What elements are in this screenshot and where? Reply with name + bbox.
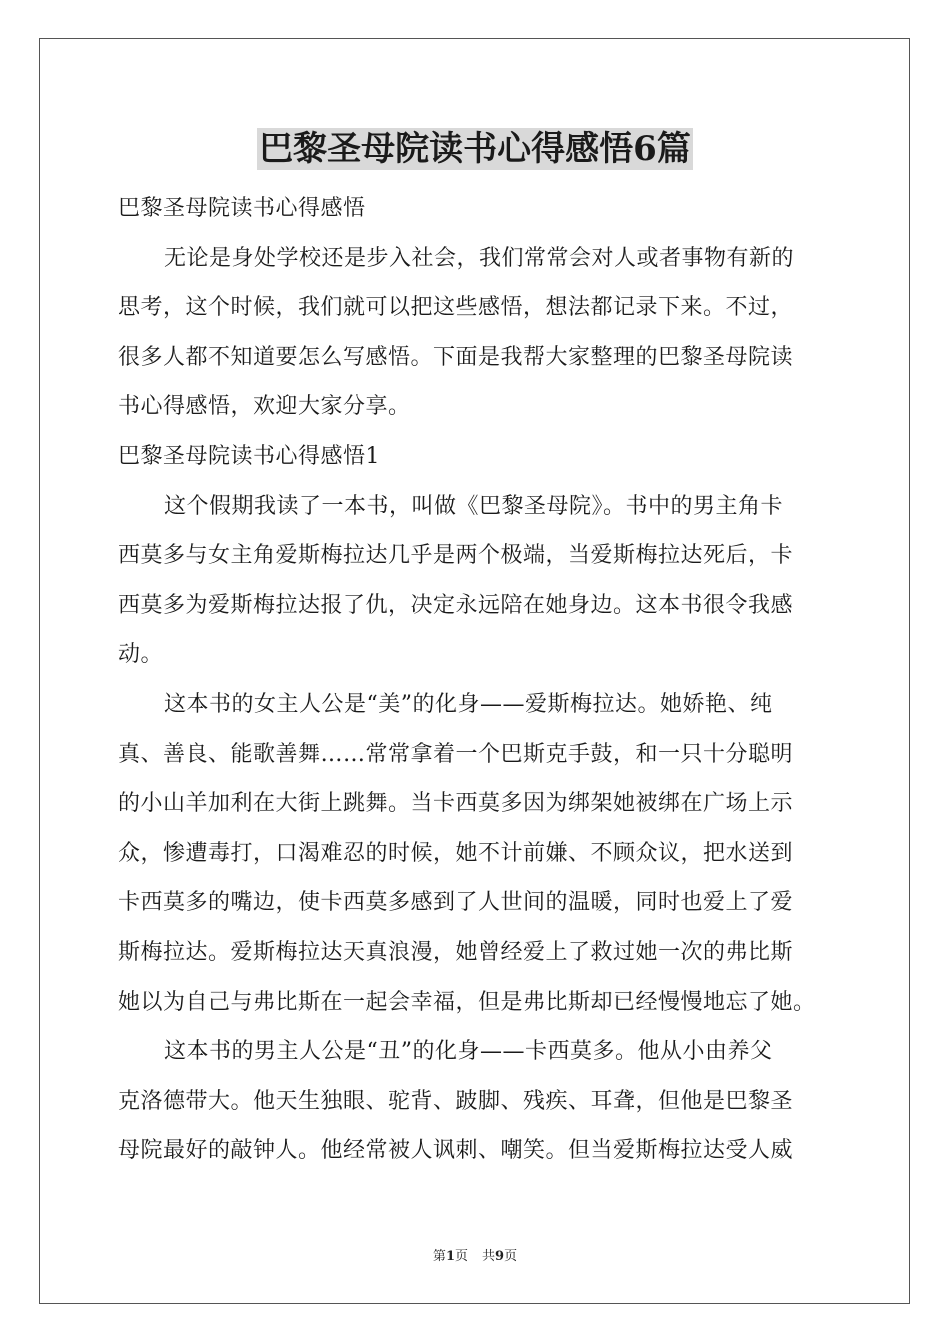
page-unit: 页 [454, 1249, 468, 1264]
paragraph-line: 西莫多与女主角爱斯梅拉达几乎是两个极端，当爱斯梅拉达死后，卡 [118, 543, 794, 569]
document-title: 巴黎圣母院读书心得感悟6篇 [259, 129, 691, 169]
page-prefix: 第 [432, 1249, 446, 1264]
paragraph-line: 动。 [118, 642, 164, 668]
paragraph-line: 这个假期我读了一本书，叫做《巴黎圣母院》。书中的男主角卡 [164, 493, 784, 519]
page-footer [0, 1248, 950, 1266]
title-container [0, 128, 950, 170]
section-heading: 巴黎圣母院读书心得感悟1 [118, 443, 380, 469]
paragraph-line: 这本书的男主人公是“丑”的化身——卡西莫多。他从小由养父 [164, 1039, 773, 1065]
total-prefix: 共 [482, 1249, 496, 1264]
paragraph-line: 卡西莫多的嘴边，使卡西莫多感到了人世间的温暖，同时也爱上了爱 [118, 890, 794, 916]
paragraph-line: 众，惨遭毒打，口渴难忍的时候，她不计前嫌、不顾众议，把水送到 [118, 840, 794, 866]
paragraph-line: 很多人都不知道要怎么写感悟。下面是我帮大家整理的巴黎圣母院读 [118, 344, 794, 370]
paragraph-line: 母院最好的敲钟人。他经常被人讽刺、嘲笑。但当爱斯梅拉达受人威 [118, 1138, 794, 1164]
paragraph-line: 西莫多为爱斯梅拉达报了仇，决定永远陪在她身边。这本书很令我感 [118, 592, 794, 618]
paragraph-line: 思考，这个时候，我们就可以把这些感悟，想法都记录下来。不过， [118, 295, 794, 321]
paragraph-line: 这本书的女主人公是“美”的化身——爱斯梅拉达。她娇艳、纯 [164, 691, 773, 717]
paragraph-line: 克洛德带大。他天生独眼、驼背、跛脚、残疾、耳聋，但他是巴黎圣 [118, 1088, 794, 1114]
current-page-number: 1 [445, 1249, 455, 1264]
total-unit: 页 [504, 1249, 518, 1264]
paragraph-line: 书心得感悟，欢迎大家分享。 [118, 394, 411, 420]
total-page-count: 9 [495, 1249, 505, 1264]
paragraph-line: 的小山羊加利在大街上跳舞。当卡西莫多因为绑架她被绑在广场上示 [118, 791, 794, 817]
paragraph-line: 无论是身处学校还是步入社会，我们常常会对人或者事物有新的 [164, 245, 795, 271]
paragraph-line: 真、善良、能歌善舞……常常拿着一个巴斯克手鼓，和一只十分聪明 [118, 741, 794, 767]
paragraph-line: 她以为自己与弗比斯在一起会幸福，但是弗比斯却已经慢慢地忘了她。 [118, 989, 816, 1015]
paragraph-line: 斯梅拉达。爱斯梅拉达天真浪漫，她曾经爱上了救过她一次的弗比斯 [118, 939, 794, 965]
section-heading: 巴黎圣母院读书心得感悟 [118, 196, 366, 221]
document-body [118, 184, 838, 1176]
